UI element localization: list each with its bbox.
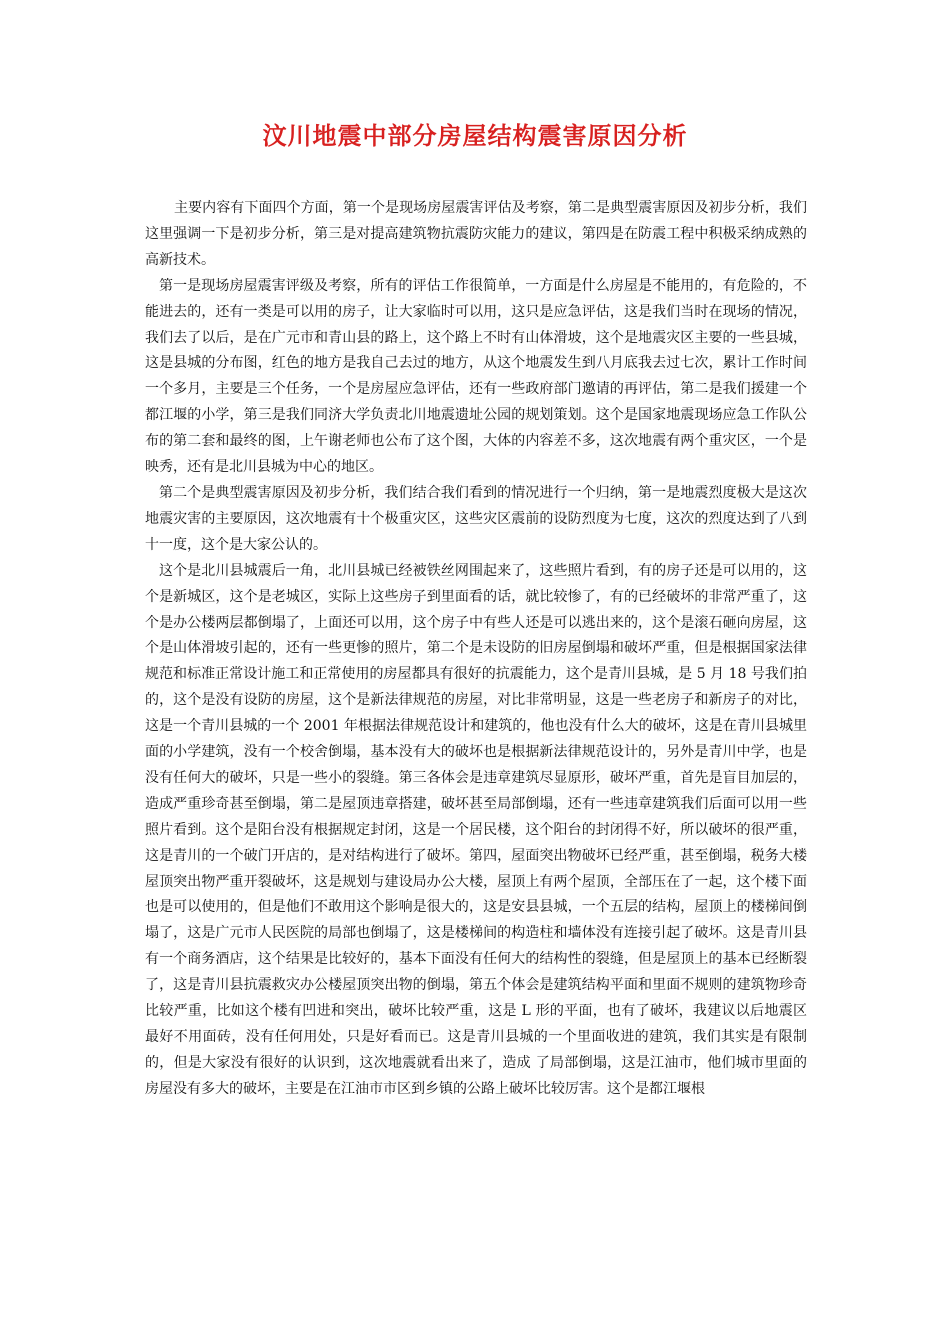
document-body bbox=[145, 196, 807, 1103]
paragraph-section-two: 第二个是典型震害原因及初步分析，我们结合我们看到的情况进行一个归纳，第一是地震烈度极大是这次地震灾害的主要原因，这次地震有十个极重灾区，这些灾区震前的设防烈度为七度，这次的烈度达到了八到十一度，这个是大家公认的。 bbox=[145, 484, 807, 553]
document-title: 汶川地震中部分房屋结构震害原因分析 bbox=[262, 121, 688, 150]
paragraph-intro: 主要内容有下面四个方面，第一个是现场房屋震害评估及考察，第二是典型震害原因及初步分析，我们这里强调一下是初步分析，第三是对提高建筑物抗震防灾能力的建议，第四是在防震工程中积极采纳成熟的高新技术。 bbox=[145, 200, 807, 268]
paragraph-section-one: 第一是现场房屋震害评级及考察，所有的评估工作很简单，一方面是什么房屋是不能用的，有危险的，不能进去的，还有一类是可以用的房子，让大家临时可以用，这只是应急评估，这是我们当时在现场的情况，我们去了以后，是在广元市和青山县的路上，这个路上不时有山体滑坡，这个是地震灾区主要的一些县城，这是县城的分布图，红色的地方是我自己去过的地方，从这个地震发生到八月底我去过七次，累计工作时间一个多月，主要是三个任务，一个是房屋应急评估，还有一些政府部门邀请的再评估，第二是我们援建一个都江堰的小学，第三是我们同济大学负责北川地震遗址公园的规划策划。这个是国家地震现场应急工作队公布的第二套和最终的图，上午谢老师也公布了这个图，大体的内容差不多，这次地震有两个重灾区，一个是映秀，还有是北川县城为中心的地区。 bbox=[145, 277, 807, 476]
paragraph-beichuan: 这个是北川县城震后一角，北川县城已经被铁丝网围起来了，这些照片看到，有的房子还是可以用的，这个是新城区，这个是老城区，实际上这些房子到里面看的话，就比较惨了，有的已经破坏的非常严重了，这个是办公楼两层都倒塌了，上面还可以用，这个房子中有些人还是可以逃出来的，这个是滚石砸向房屋，这个是山体滑坡引起的，还有一些更惨的照片，第二个是未设防的旧房屋倒塌和破坏严重，但是根据国家法律规范和标准正常设计施工和正常使用的房屋都具有很好的抗震能力，这个是青川县城，是 5 月 18 号我们拍的，这个是没有设防的房屋，这个是新法律规范的房屋，对比非常明显，这是一些老房子和新房子的对比，这是一个青川县城的一个 2001 年根据法律规范设计和建筑的，他也没有什么大的破坏，这是在青川县城里面的小学建筑，没有一个校舍倒塌，基本没有大的破坏也是根据新法律规范设计的，另外是青川中学，也是没有任何大的破坏，只是一些小的裂缝。第三各体会是违章建筑尽显原形，破坏严重，首先是盲目加层的，造成严重珍奇甚至倒塌，第二是屋顶违章搭建，破坏甚至局部倒塌，还有一些违章建筑我们后面可以用一些照片看到。这个是阳台没有根据规定封闭，这是一个居民楼，这个阳台的封闭得不好，所以破坏的很严重，这是青川的一个破门开店的，是对结构进行了破坏。第四，屋面突出物破坏已经严重，甚至倒塌，税务大楼屋顶突出物严重开裂破坏，这是规划与建设局办公大楼，屋顶上有两个屋顶，全部压在了一起，这个楼下面也是可以使用的，但是他们不敢用这个影响是很大的，这是安县县城，一个五层的结构，屋顶上的楼梯间倒塌了，这是广元市人民医院的局部也倒塌了，这是楼梯间的构造柱和墙体没有连接引起了破坏。这是青川县有一个商务酒店，这个结果是比较好的，基本下面没有任何大的结构性的裂缝，但是屋顶上的基本已经断裂了，这是青川县抗震救灾办公楼屋顶突出物的倒塌，第五个体会是建筑结构平面和里面不规则的建筑物珍奇比较严重，比如这个楼有凹进和突出，破坏比较严重，这是 L 形的平面，也有了破坏，我建议以后地震区最好不用面砖，没有任何用处，只是好看而已。这是青川县城的一个里面收进的建筑，我们其实是有限制的，但是大家没有很好的认识到，这次地震就看出来了，造成 了局部倒塌，这是江油市，他们城市里面的房屋没有多大的破坏，主要是在江油市市区到乡镇的公路上破坏比较厉害。这个是都江堰根 bbox=[145, 562, 807, 1097]
